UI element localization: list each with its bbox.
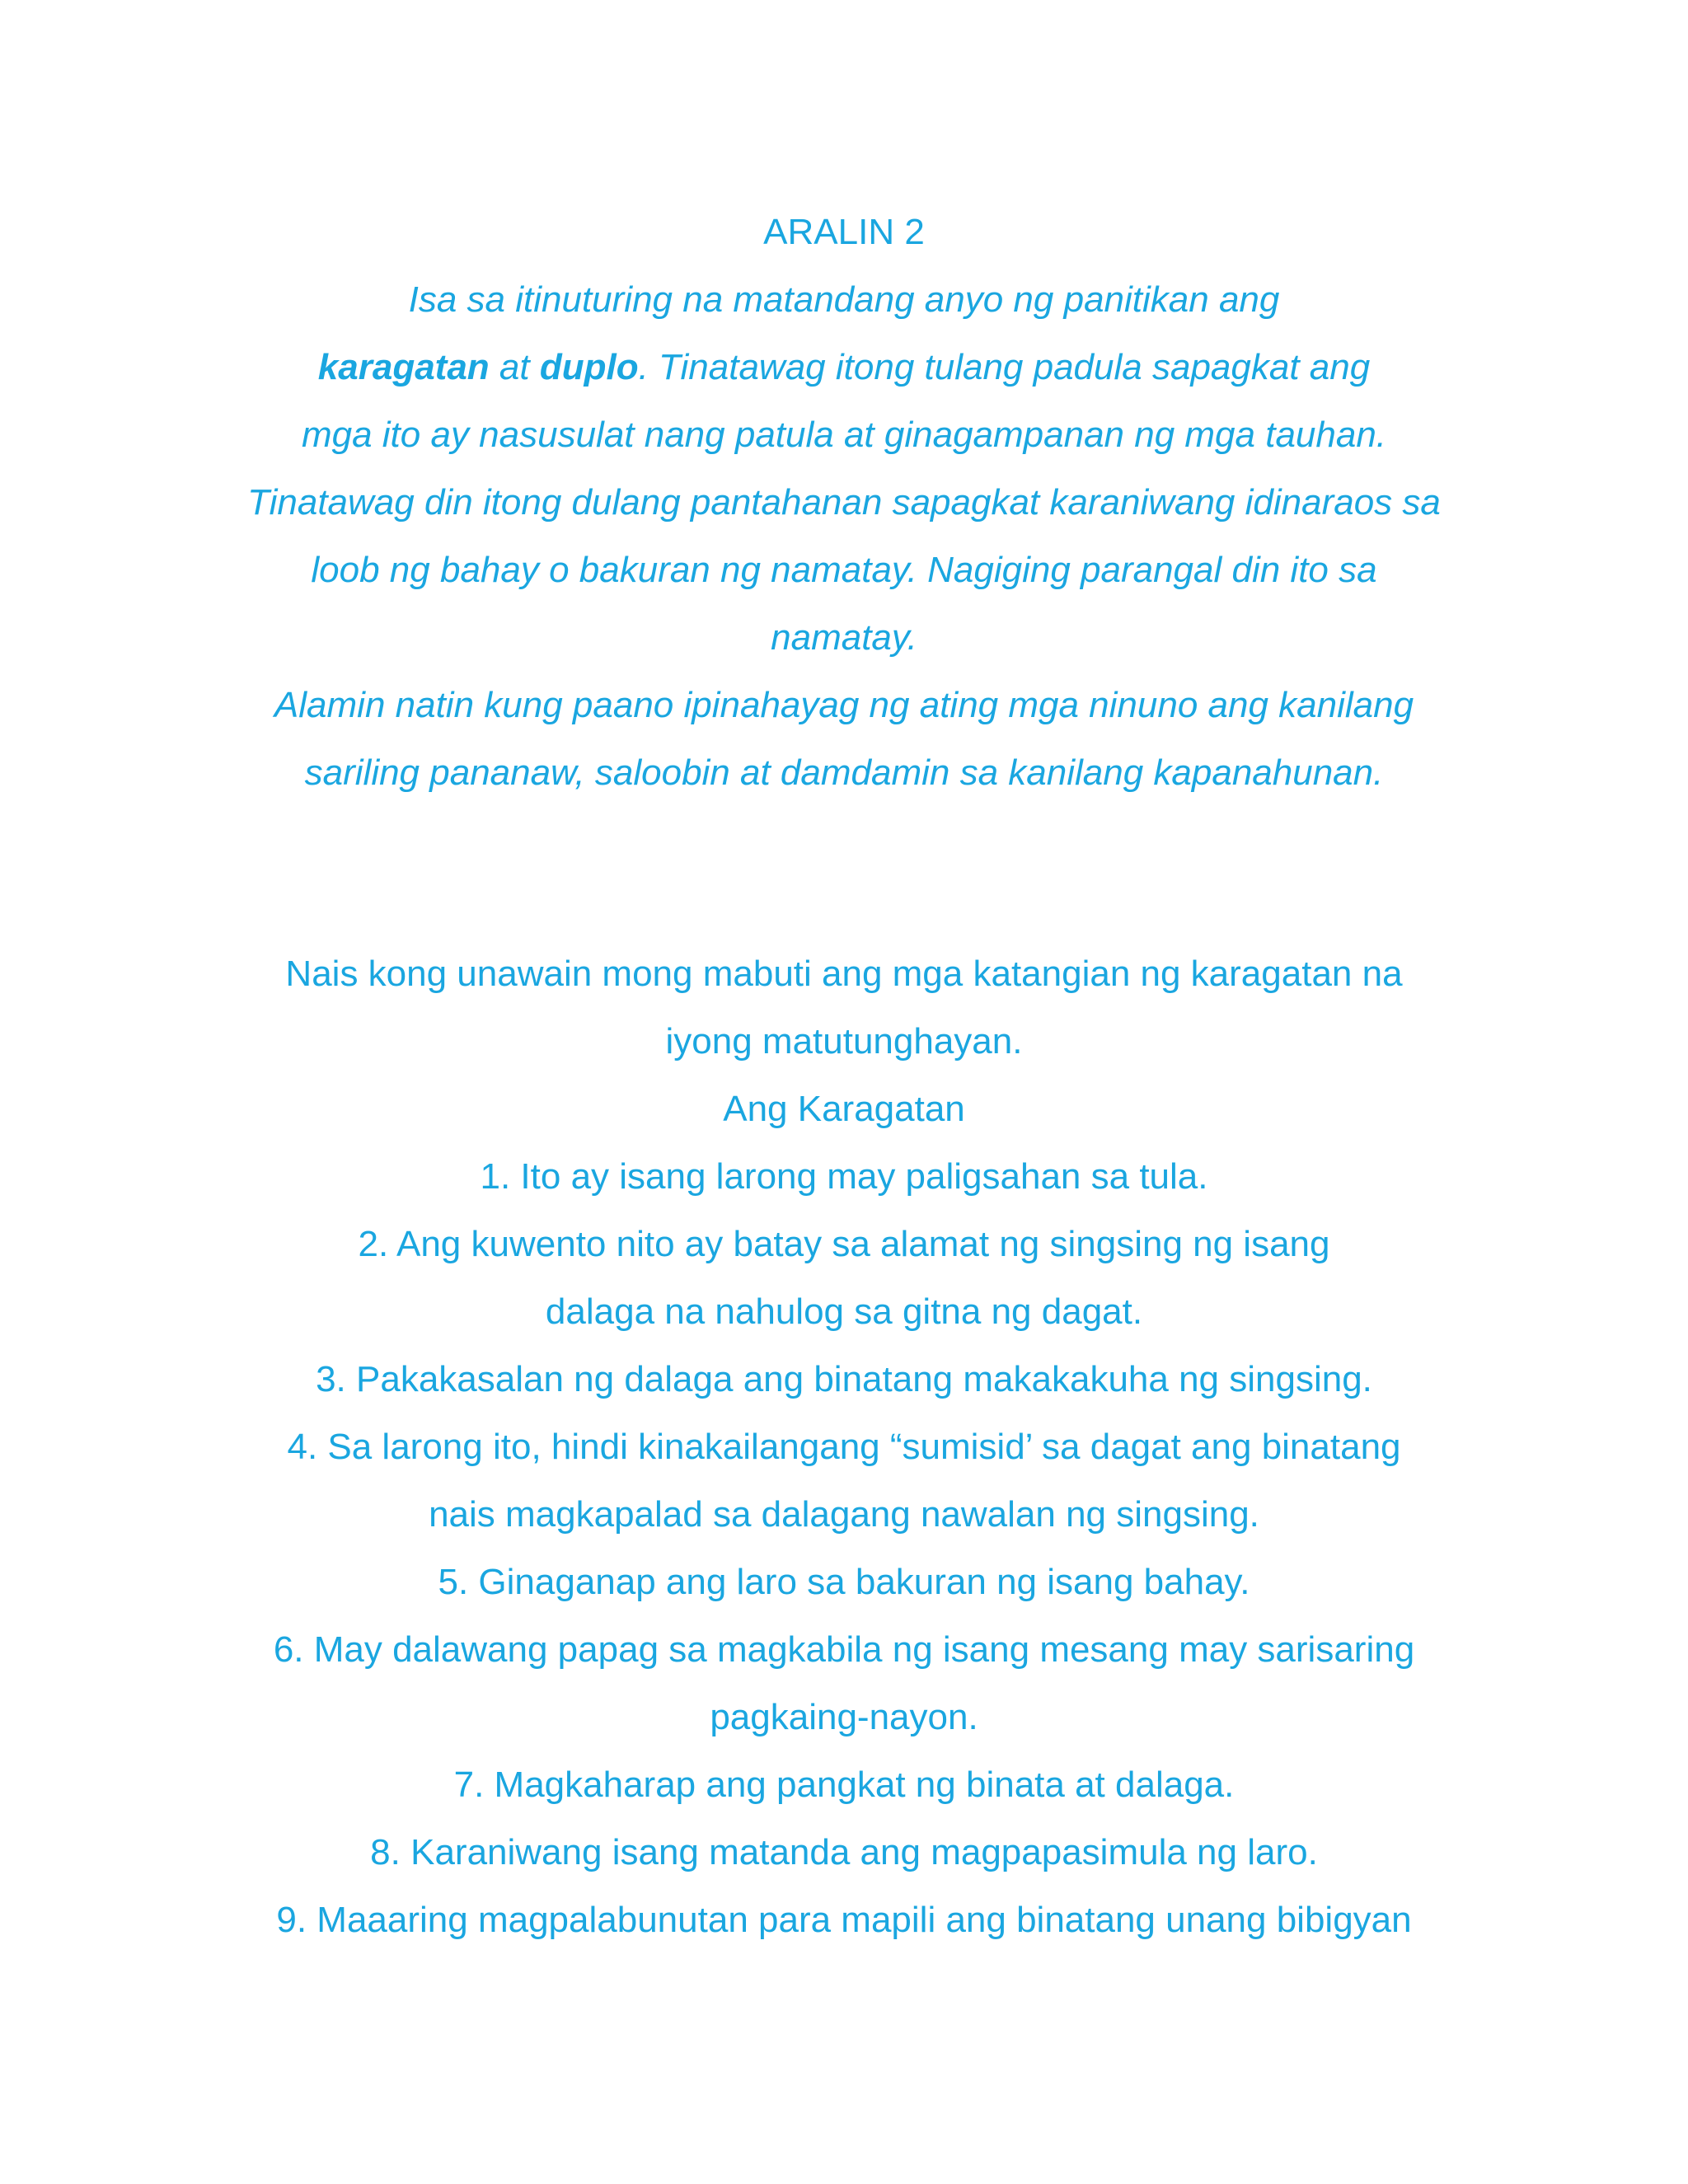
term-duplo: duplo — [539, 347, 639, 387]
intro-line-1: Isa sa itinuturing na matandang anyo ng panitikan ang — [408, 279, 1280, 320]
list-item: 1. Ito ay isang larong may paligsahan sa tula. — [480, 1156, 1208, 1197]
list-item-continuation: dalaga na nahulog sa gitna ng dagat. — [545, 1291, 1143, 1332]
list-item: 8. Karaniwang isang matanda ang magpapasimula ng laro. — [370, 1832, 1318, 1872]
list-item: 2. Ang kuwento nito ay batay sa alamat ng singsing ng isang — [358, 1224, 1330, 1264]
list-item: 6. May dalawang papag sa magkabila ng isang mesang may sarisaring — [273, 1629, 1415, 1670]
list-item-continuation: nais magkapalad sa dalagang nawalan ng singsing. — [429, 1494, 1259, 1535]
list-item-continuation: pagkaing-nayon. — [710, 1697, 978, 1737]
instruction-line-2: iyong matutunghayan. — [665, 1021, 1023, 1062]
list-item: 5. Ginaganap ang laro sa bakuran ng isang bahay. — [438, 1562, 1250, 1602]
list-item: 7. Magkaharap ang pangkat ng binata at dalaga. — [453, 1765, 1235, 1805]
intro-line-2-rest: . Tinatawag itong tulang padula sapagkat ang — [638, 347, 1371, 387]
intro-line-3: mga ito ay nasusulat nang patula at ginagampanan ng mga tauhan. — [301, 415, 1387, 455]
list-item: 4. Sa larong ito, hindi kinakailangang “sumisid’ sa dagat ang binatang — [287, 1427, 1401, 1467]
term-karagatan: karagatan — [317, 347, 490, 387]
instruction-line-1: Nais kong unawain mong mabuti ang mga katangian ng karagatan na — [285, 954, 1403, 994]
list-item: 3. Pakakasalan ng dalaga ang binatang makakakuha ng singsing. — [316, 1359, 1372, 1399]
intro-line-6: namatay. — [771, 617, 917, 658]
intro-line-5: loob ng bahay o bakuran ng namatay. Nagiging parangal din ito sa — [311, 550, 1377, 590]
intro-connector: at — [489, 347, 540, 387]
section-title: Ang Karagatan — [723, 1089, 965, 1129]
list-item: 9. Maaaring magpalabunutan para mapili ang binatang unang bibigyan — [276, 1900, 1412, 1940]
intro-line-4: Tinatawag din itong dulang pantahanan sapagkat karaniwang idinaraos sa — [247, 482, 1441, 523]
intro-line-2 — [0, 343, 1688, 392]
intro-line-8: sariling pananaw, saloobin at damdamin sa kanilang kapanahunan. — [304, 752, 1384, 793]
lesson-heading: ARALIN 2 — [763, 212, 925, 252]
intro-line-7: Alamin natin kung paano ipinahayag ng ating mga ninuno ang kanilang — [274, 685, 1414, 725]
